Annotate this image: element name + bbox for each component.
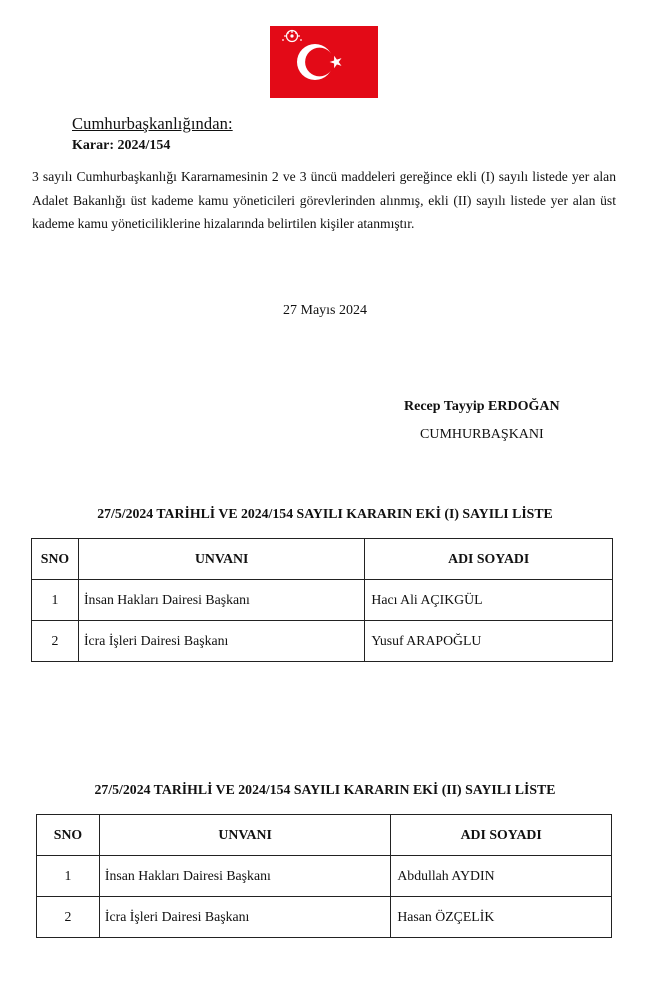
row-name: Abdullah AYDIN: [391, 856, 612, 897]
row-name: Yusuf ARAPOĞLU: [365, 621, 613, 662]
header-sno: SNO: [37, 815, 100, 856]
list-1-title: 27/5/2024 TARİHLİ VE 2024/154 SAYILI KARARIN EKİ (I) SAYILI LİSTE: [97, 506, 553, 521]
issuer-heading: Cumhurbaşkanlığından:: [72, 114, 233, 133]
presidential-flag: [270, 26, 378, 98]
flag-graphic: [270, 26, 378, 98]
decree-body: 3 sayılı Cumhurbaşkanlığı Kararnamesinin 2 ve 3 üncü maddeleri gereğince ekli (I) sayılı listede yer alan Adalet Bakanlığı üst kademe kamu yöneticileri görevlerinden alınmış, ekli (II) sayılı listede yer alan üst kademe kamu yöneticiliklerine hizalarında belirtilen kişiler atanmıştır.: [32, 169, 616, 231]
row-sno: 1: [37, 856, 100, 897]
list-2-header-row: [37, 815, 612, 856]
row-name: Hasan ÖZÇELİK: [391, 897, 612, 938]
list-1-table: [31, 538, 613, 662]
list-2-table: [36, 814, 612, 938]
header-name: ADI SOYADI: [365, 539, 613, 580]
header-name: ADI SOYADI: [391, 815, 612, 856]
signer-title: CUMHURBAŞKANI: [420, 427, 544, 442]
signer-name: Recep Tayyip ERDOĞAN: [404, 399, 560, 414]
decree-number: Karar: 2024/154: [72, 138, 171, 153]
header-title: UNVANI: [99, 815, 390, 856]
list-1-header-row: [32, 539, 613, 580]
header-sno: SNO: [32, 539, 79, 580]
row-sno: 1: [32, 580, 79, 621]
row-title: İcra İşleri Dairesi Başkanı: [78, 621, 364, 662]
row-sno: 2: [37, 897, 100, 938]
row-title: İnsan Hakları Dairesi Başkanı: [78, 580, 364, 621]
row-title: İcra İşleri Dairesi Başkanı: [99, 897, 390, 938]
row-title: İnsan Hakları Dairesi Başkanı: [99, 856, 390, 897]
table-row: [37, 897, 612, 938]
row-name: Hacı Ali AÇIKGÜL: [365, 580, 613, 621]
row-sno: 2: [32, 621, 79, 662]
decree-date: 27 Mayıs 2024: [283, 303, 367, 318]
table-row: [37, 856, 612, 897]
header-title: UNVANI: [78, 539, 364, 580]
list-2-title: 27/5/2024 TARİHLİ VE 2024/154 SAYILI KARARIN EKİ (II) SAYILI LİSTE: [94, 782, 556, 797]
table-row: [32, 621, 613, 662]
table-row: [32, 580, 613, 621]
